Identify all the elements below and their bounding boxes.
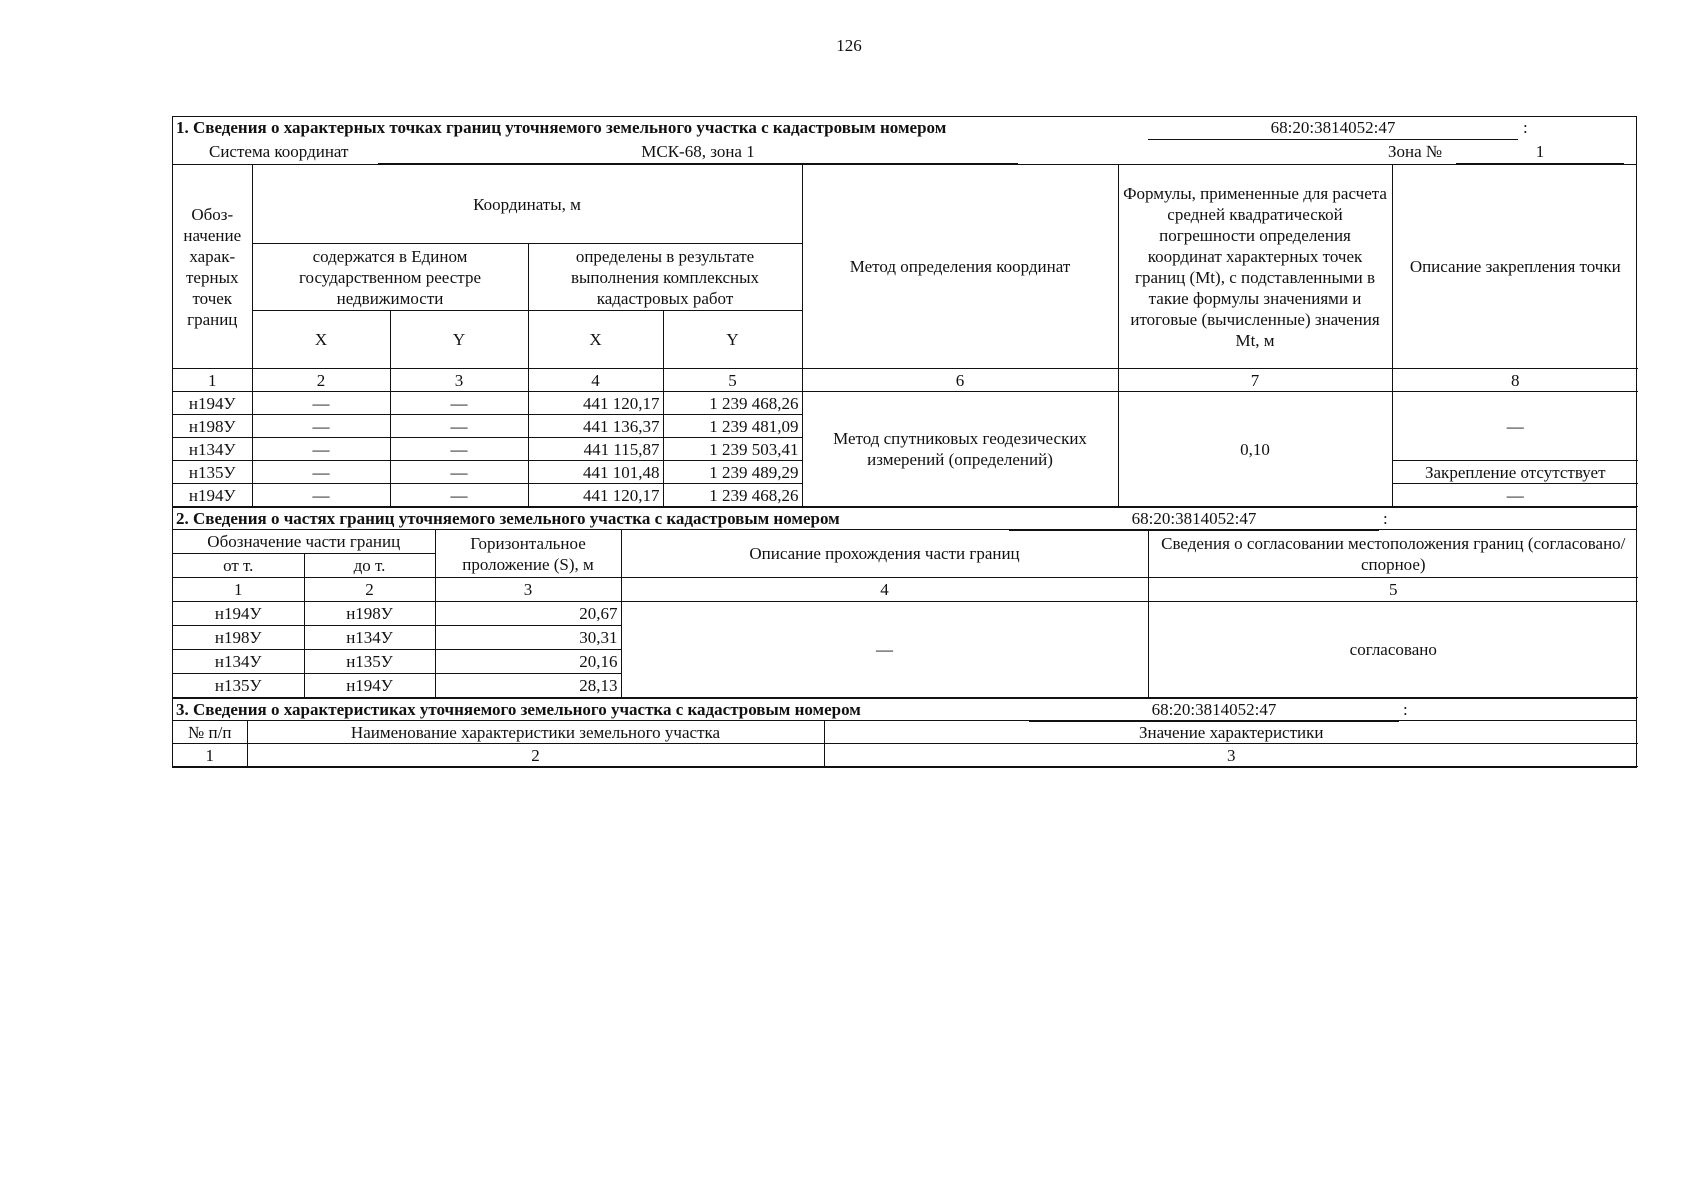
col-number: 7 <box>1118 369 1392 392</box>
header-y-egrn: Y <box>390 311 528 369</box>
section1-cadastral-number: 68:20:3814052:47 <box>1148 117 1518 140</box>
col-number: 5 <box>663 369 802 392</box>
x-egrn: — <box>252 415 390 438</box>
cadastral-form <box>172 116 1637 768</box>
fixing-value: Закрепление отсутствует <box>1392 461 1638 484</box>
point-name: н135У <box>173 461 252 484</box>
section2-title: 2. Сведения о частях границ уточняемого земельного участка с кадастровым номером <box>176 509 840 528</box>
y-value: 1 239 468,26 <box>663 484 802 507</box>
from-point: н134У <box>173 650 304 674</box>
x-value: 441 136,37 <box>528 415 663 438</box>
x-value: 441 101,48 <box>528 461 663 484</box>
x-value: 441 120,17 <box>528 392 663 415</box>
from-point: н135У <box>173 674 304 698</box>
header-to: до т. <box>304 554 435 578</box>
col-number: 2 <box>247 744 824 767</box>
coord-system-label: Система координат <box>209 142 349 161</box>
from-point: н194У <box>173 602 304 626</box>
page-number: 126 <box>836 36 862 55</box>
fixing-value: — <box>1392 392 1638 461</box>
x-egrn: — <box>252 461 390 484</box>
y-egrn: — <box>390 438 528 461</box>
col-number: 1 <box>173 578 304 602</box>
length-value: 20,16 <box>435 650 621 674</box>
section3-table <box>173 721 1638 767</box>
to-point: н198У <box>304 602 435 626</box>
header-characteristic-value: Значение характеристики <box>824 721 1638 744</box>
length-value: 28,13 <box>435 674 621 698</box>
header-x: X <box>528 311 663 369</box>
col-number: 8 <box>1392 369 1638 392</box>
coord-system-line <box>173 140 1636 165</box>
fixing-value: — <box>1392 484 1638 507</box>
point-name: н194У <box>173 392 252 415</box>
length-value: 30,31 <box>435 626 621 650</box>
header-from: от т. <box>173 554 304 578</box>
section1-colon: : <box>1523 118 1528 137</box>
agreement-value: согласовано <box>1148 602 1638 698</box>
zone-value: 1 <box>1456 140 1624 164</box>
section2-heading <box>173 507 1636 530</box>
y-value: 1 239 481,09 <box>663 415 802 438</box>
point-name: н194У <box>173 484 252 507</box>
section2-table <box>173 530 1638 698</box>
header-method: Метод определения координат <box>802 165 1118 369</box>
section1-heading <box>173 117 1636 140</box>
section2-colon: : <box>1383 509 1388 528</box>
header-determined: определены в результате выполнения комплексных кадастровых работ <box>528 244 802 311</box>
section3-title: 3. Сведения о характеристиках уточняемого земельного участка с кадастровым номером <box>176 700 861 719</box>
col-number: 3 <box>435 578 621 602</box>
length-value: 20,67 <box>435 602 621 626</box>
y-value: 1 239 503,41 <box>663 438 802 461</box>
col-number: 2 <box>304 578 435 602</box>
mt-value: 0,10 <box>1118 392 1392 507</box>
header-part-designation: Обозначение части границ <box>173 530 435 554</box>
header-formulas: Формулы, примененные для расчета средней квадратической погрешности определения координат характерных точек границ (Mt), с подставленными в такие формулы значениями и итоговые (вычисленные) значения Mt, м <box>1118 165 1392 369</box>
point-name: н198У <box>173 415 252 438</box>
y-egrn: — <box>390 484 528 507</box>
section1-title: 1. Сведения о характерных точках границ уточняемого земельного участка с кадастровым номером <box>176 118 947 137</box>
header-fixing: Описание закрепления точки <box>1392 165 1638 369</box>
col-number: 3 <box>824 744 1638 767</box>
col-number: 5 <box>1148 578 1638 602</box>
y-value: 1 239 489,29 <box>663 461 802 484</box>
x-value: 441 115,87 <box>528 438 663 461</box>
col-number: 1 <box>173 744 247 767</box>
y-egrn: — <box>390 392 528 415</box>
col-number: 6 <box>802 369 1118 392</box>
to-point: н135У <box>304 650 435 674</box>
x-value: 441 120,17 <box>528 484 663 507</box>
col-number: 1 <box>173 369 252 392</box>
zone-label: Зона № <box>1388 142 1443 161</box>
section3-colon: : <box>1403 700 1408 719</box>
description-value: — <box>621 602 1148 698</box>
x-egrn: — <box>252 484 390 507</box>
x-egrn: — <box>252 438 390 461</box>
method-value: Метод спутниковых геодезических измерений (определений) <box>802 392 1118 507</box>
header-description: Описание прохождения части границ <box>621 530 1148 578</box>
section3-cadastral-number: 68:20:3814052:47 <box>1029 699 1399 722</box>
header-designation: Обоз-начение харак-терных точек границ <box>173 165 252 369</box>
col-number: 3 <box>390 369 528 392</box>
to-point: н134У <box>304 626 435 650</box>
point-name: н134У <box>173 438 252 461</box>
header-coordinates: Координаты, м <box>252 165 802 244</box>
table-row <box>173 602 1638 626</box>
col-number: 4 <box>528 369 663 392</box>
col-number: 2 <box>252 369 390 392</box>
header-egrn: содержатся в Едином государственном реестре недвижимости <box>252 244 528 311</box>
to-point: н194У <box>304 674 435 698</box>
y-egrn: — <box>390 461 528 484</box>
y-value: 1 239 468,26 <box>663 392 802 415</box>
section2-cadastral-number: 68:20:3814052:47 <box>1009 508 1379 531</box>
header-agreement: Сведения о согласовании местоположения границ (согласовано/спорное) <box>1148 530 1638 578</box>
header-characteristic-name: Наименование характеристики земельного участка <box>247 721 824 744</box>
section3-heading <box>173 698 1636 721</box>
coord-system-value: МСК-68, зона 1 <box>378 140 1018 164</box>
header-num: № п/п <box>173 721 247 744</box>
header-x-egrn: X <box>252 311 390 369</box>
header-length: Горизонтальное проложение (S), м <box>435 530 621 578</box>
section1-table <box>173 165 1638 507</box>
y-egrn: — <box>390 415 528 438</box>
table-row <box>173 392 1638 415</box>
col-number: 4 <box>621 578 1148 602</box>
from-point: н198У <box>173 626 304 650</box>
x-egrn: — <box>252 392 390 415</box>
header-y: Y <box>663 311 802 369</box>
